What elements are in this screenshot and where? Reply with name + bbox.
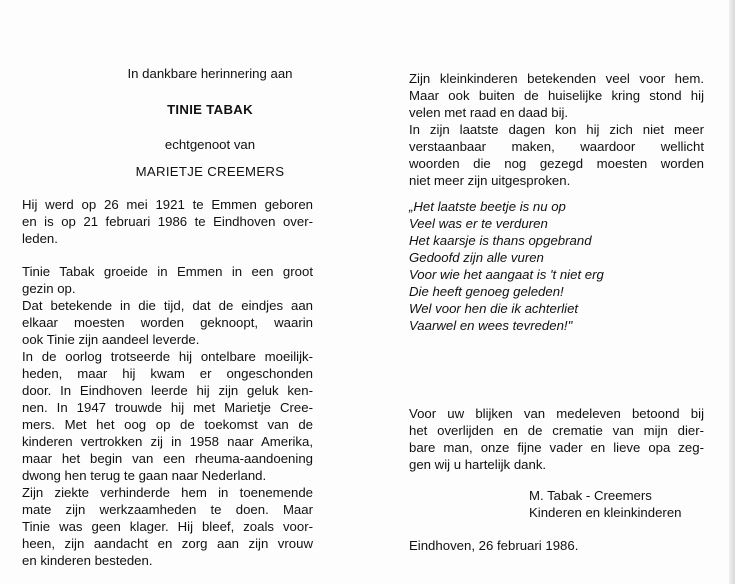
text-line: het overlijden en de crematie van mijn dier- (409, 423, 704, 438)
text-line: In de oorlog trotseerde hij ontelbare moeilijk- (22, 349, 313, 364)
poem-line: Wel voor hen die ik achterliet (409, 301, 579, 316)
signature-family: Kinderen en kleinkinderen (529, 505, 682, 520)
poem-line: Die heeft genoeg geleden! (409, 284, 564, 299)
text-line: Maar ook buiten de huiselijke kring stond hij (409, 88, 704, 103)
text-line: In zijn laatste dagen kon hij zich niet meer (409, 122, 704, 137)
text-line: Tinie was geen klager. Hij bleef, zoals voor- (22, 519, 313, 534)
text-line: leden. (22, 231, 58, 246)
text-line: en is op 21 februari 1986 te Eindhoven over- (22, 214, 313, 229)
text-line: door. In Eindhoven leerde hij zijn geluk ken- (22, 383, 313, 398)
poem-line: Veel was er te verduren (409, 216, 548, 231)
poem-line: Vaarwel en wees tevreden!" (409, 318, 573, 333)
text-line: Zijn kleinkinderen betekenden veel voor hem. (409, 71, 704, 86)
text-line: bare man, onze fijne vader en lieve opa zeg- (409, 440, 704, 455)
text-line: kinderen vertrokken zij in 1958 naar Amerika, (22, 434, 313, 449)
text-line: elkaar moesten worden geknoopt, waarin (22, 315, 313, 330)
place-date: Eindhoven, 26 februari 1986. (409, 538, 579, 553)
poem-line: „Het laatste beetje is nu op (409, 199, 566, 214)
text-line: Zijn ziekte verhinderde hem in toenemende (22, 485, 313, 500)
text-line: heen, zijn aandacht en zorg aan zijn vrouw (22, 536, 313, 551)
text-line: mers. Met het oog op de toekomst van de (22, 417, 313, 432)
card-edge (729, 0, 735, 584)
text-line: Tinie Tabak groeide in Emmen in een groot (22, 264, 313, 279)
text-line: ook Tinie zijn aandeel leverde. (22, 332, 200, 347)
signature-name: M. Tabak - Creemers (529, 488, 652, 503)
text-line: dwong hen terug te gaan naar Nederland. (22, 468, 267, 483)
text-line: niet meer zijn uitgesproken. (409, 173, 571, 188)
spouse-heading: echtgenoot van (164, 137, 256, 152)
text-line: maar het begin van een rheuma-aandoening (22, 451, 313, 466)
dedication-heading: In dankbare herinnering aan (127, 66, 293, 81)
text-line: verstaanbaar maken, waardoor wellicht (409, 139, 704, 154)
poem-line: Voor wie het aangaat is 't niet erg (409, 267, 604, 282)
text-line: woorden die nog gezegd moesten worden (409, 156, 704, 171)
poem-line: Het kaarsje is thans opgebrand (409, 233, 592, 248)
text-line: Dat betekende in die tijd, dat de eindjes aan (22, 298, 313, 313)
poem-line: Gedoofd zijn alle vuren (409, 250, 544, 265)
text-line: velen met raad en daad bij. (409, 105, 569, 120)
text-line: Voor uw blijken van medeleven betoond bij (409, 406, 704, 421)
text-line: heden, maar hij kwam er ongeschonden (22, 366, 313, 381)
text-line: nen. In 1947 trouwde hij met Marietje Cree- (22, 400, 313, 415)
text-line: Hij werd op 26 mei 1921 te Emmen geboren (22, 197, 313, 212)
text-line: gezin op. (22, 281, 76, 296)
text-line: gen wij u hartelijk dank. (409, 457, 547, 472)
text-line: en kinderen besteden. (22, 553, 153, 568)
deceased-name: TINIE TABAK (167, 102, 253, 117)
spouse-name: MARIETJE CREEMERS (135, 164, 285, 179)
text-line: mate zijn werkzaamheden te doen. Maar (22, 502, 313, 517)
